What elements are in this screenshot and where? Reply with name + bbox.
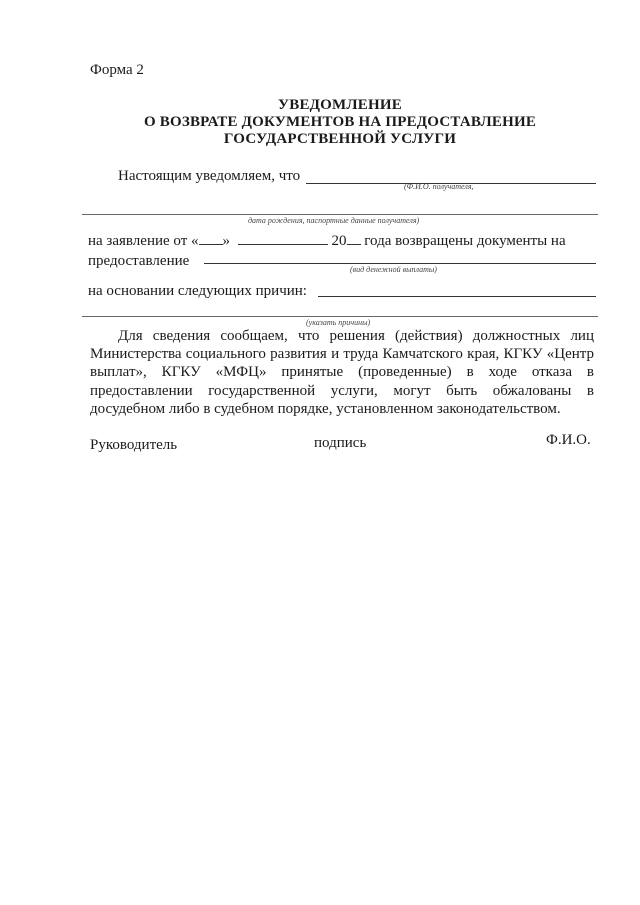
signature-head: Руководитель <box>90 437 178 453</box>
birth-passport-fill-line <box>82 214 598 215</box>
form-number-label: Форма 2 <box>90 62 144 78</box>
year-prefix: 20 <box>331 233 347 249</box>
year-blank <box>347 232 361 245</box>
payment-type-fill-line <box>204 263 596 264</box>
recipient-caption: (Ф.И.О. получателя, <box>404 182 474 191</box>
application-line-2: предоставление <box>88 253 190 269</box>
title-line-3: ГОСУДАРСТВЕННОЙ УСЛУГИ <box>223 131 457 147</box>
application-line <box>88 232 566 250</box>
reasons-fill-line-2 <box>82 316 598 317</box>
payment-type-caption: (вид денежной выплаты) <box>350 265 437 274</box>
application-prefix: на заявление от « <box>88 233 199 249</box>
birth-passport-caption: дата рождения, паспортные данные получателя) <box>248 216 420 225</box>
signature-sign: подпись <box>314 435 367 451</box>
reasons-caption: (указать причины) <box>306 318 371 327</box>
info-paragraph <box>90 327 594 418</box>
reasons-fill-line-1 <box>318 296 596 297</box>
day-blank <box>199 232 223 245</box>
application-suffix: года возвращены документы на <box>364 233 566 249</box>
reasons-label: на основании следующих причин: <box>88 283 307 299</box>
signature-name: Ф.И.О. <box>546 432 591 448</box>
title-line-1: УВЕДОМЛЕНИЕ <box>278 97 402 113</box>
application-mid: » <box>222 233 231 249</box>
title-line-2: О ВОЗВРАТЕ ДОКУМЕНТОВ НА ПРЕДОСТАВЛЕНИЕ <box>143 114 537 130</box>
month-blank <box>238 232 328 245</box>
notice-intro: Настоящим уведомляем, что <box>118 168 301 184</box>
info-paragraph-text: Для сведения сообщаем, что решения (действия) должностных лиц Министерства социального развития и труда Камчатского края, КГКУ «Центр выплат», КГКУ «МФЦ» принятые (проведенные) в ходе отказа в предоставлении государственной услуги, могут быть обжалованы в досудебном либо в судебном порядке, установленном законодательством. <box>90 328 594 417</box>
